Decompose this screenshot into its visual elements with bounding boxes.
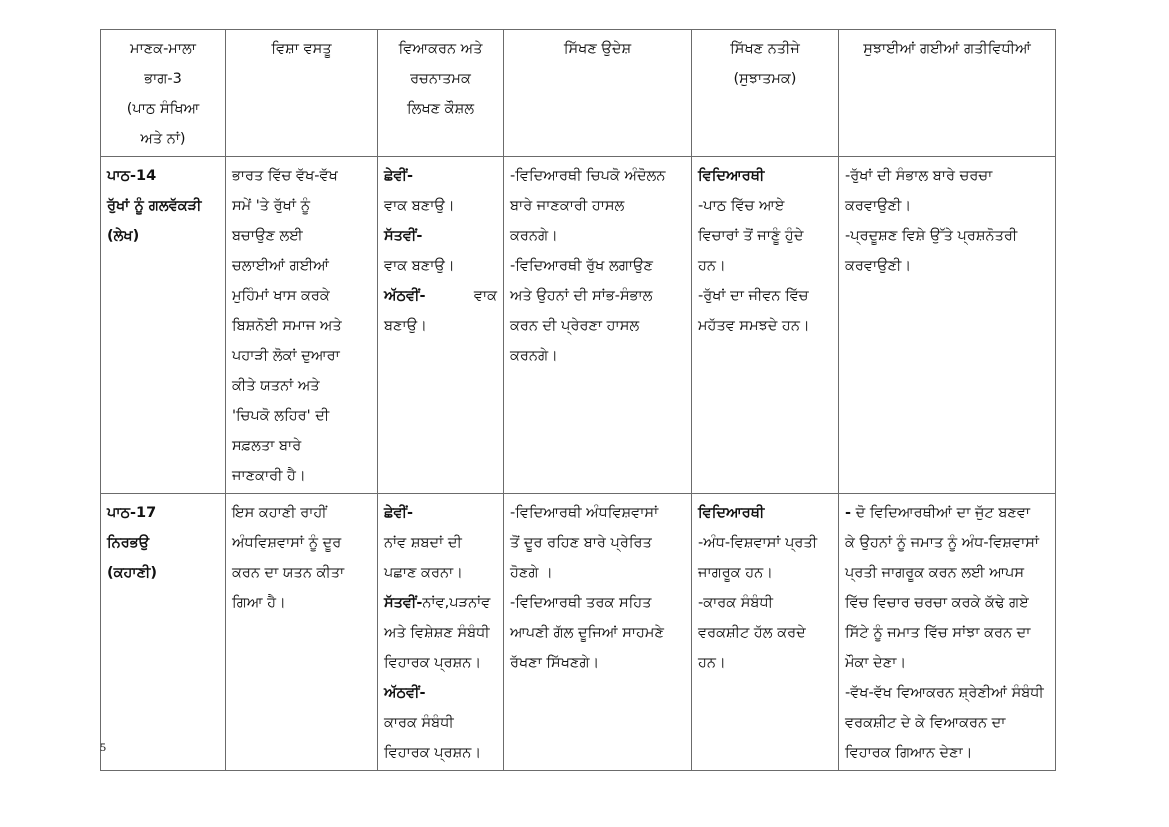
- header-book-lesson: [101, 30, 226, 157]
- cell-line: [384, 588, 497, 618]
- cell-line: ਬਣਾਉ।: [384, 318, 427, 334]
- class-8-label: ਅੱਠਵੀਂ-: [384, 685, 426, 701]
- objectives-cell: [504, 157, 692, 494]
- cell-line: -ਵੱਖ-ਵੱਖ ਵਿਆਕਰਨ ਸ਼੍ਰੇਣੀਆਂ ਸੰਬੰਧੀ: [845, 685, 1044, 701]
- table-row: [101, 494, 1056, 771]
- cell-line: ਵਾਕ ਬਣਾਉ।: [384, 198, 455, 214]
- cell-line: -ਕਾਰਕ ਸੰਬੰਧੀ: [698, 595, 773, 611]
- grammar-cell: [378, 494, 504, 771]
- cell-line: ਸਫ਼ਲਤਾ ਬਾਰੇ: [232, 438, 302, 454]
- header-text: ਸੁਝਾਈਆਂ ਗਈਆਂ ਗਤੀਵਿਧੀਆਂ: [863, 41, 1031, 57]
- content-cell: [226, 494, 378, 771]
- cell-line: ਅਤੇ ਵਿਸ਼ੇਸ਼ਣ ਸੰਬੰਧੀ: [384, 625, 490, 641]
- cell-line: ਹੋਣਗੇ ।: [510, 565, 553, 581]
- class-6-label: ਛੇਵੀਂ-: [384, 505, 413, 521]
- header-text: ਵਿਸ਼ਾ ਵਸਤੂ: [271, 41, 332, 57]
- activities-cell: [839, 157, 1056, 494]
- lesson-number: ਪਾਠ-17: [107, 505, 157, 521]
- cell-line: ਕੀਤੇ ਯਤਨਾਂ ਅਤੇ: [232, 378, 320, 394]
- cell-line: ਕਰਵਾਉਣੀ।: [845, 258, 912, 274]
- cell-line: ਅੰਧਵਿਸ਼ਵਾਸਾਂ ਨੂੰ ਦੂਰ: [232, 535, 342, 551]
- cell-line: ਬਿਸ਼ਨੋਈ ਸਮਾਜ ਅਤੇ: [232, 318, 342, 334]
- cell-line: ਕਰਨਗੇ।: [510, 228, 558, 244]
- cell-line: ਪ੍ਰਤੀ ਜਾਗਰੂਕ ਕਰਨ ਲਈ ਆਪਸ: [845, 565, 1024, 581]
- cell-line: ਕਰਨ ਦਾ ਯਤਨ ਕੀਤਾ: [232, 565, 345, 581]
- header-text: ਭਾਗ-3: [144, 71, 182, 87]
- objectives-cell: [504, 494, 692, 771]
- activities-cell: [839, 494, 1056, 771]
- cell-line: [845, 498, 1049, 528]
- cell-line: ਵਰਕਸ਼ੀਟ ਹੱਲ ਕਰਦੇ: [698, 625, 806, 641]
- lesson-genre: (ਕਹਾਣੀ): [107, 565, 157, 581]
- cell-line: ਨਾਂਵ ਸ਼ਬਦਾਂ ਦੀ: [384, 535, 462, 551]
- cell-line: ਕਰਵਾਉਣੀ।: [845, 198, 912, 214]
- cell-line: -ਰੁੱਖਾਂ ਦੀ ਸੰਭਾਲ ਬਾਰੇ ਚਰਚਾ: [845, 168, 993, 184]
- lesson-cell: [101, 157, 226, 494]
- cell-line: -ਵਿਦਿਆਰਥੀ ਅੰਧਵਿਸ਼ਵਾਸਾਂ: [510, 505, 659, 521]
- grammar-cell: [378, 157, 504, 494]
- cell-line: ਪਹਾੜੀ ਲੋਕਾਂ ਦੁਆਰਾ: [232, 348, 340, 364]
- cell-line: -ਅੰਧ-ਵਿਸ਼ਵਾਸਾਂ ਪ੍ਰਤੀ: [698, 535, 818, 551]
- header-text: (ਸੁਝਾਤਮਕ): [733, 71, 797, 87]
- header-text: ਮਾਣਕ-ਮਾਲਾ: [130, 41, 196, 57]
- cell-line: ਸਿੱਟੇ ਨੂੰ ਜਮਾਤ ਵਿੱਚ ਸਾਂਝਾ ਕਰਨ ਦਾ: [845, 625, 1031, 641]
- header-text: ਵਿਆਕਰਨ ਅਤੇ: [398, 41, 483, 57]
- cell-line: ਕਰਨਗੇ।: [510, 348, 558, 364]
- header-grammar-writing: [378, 30, 504, 157]
- lesson-plan-table: [100, 29, 1056, 771]
- cell-line: ਗਿਆ ਹੈ।: [232, 595, 286, 611]
- header-text: ਅਤੇ ਨਾਂ): [140, 131, 186, 147]
- outcomes-cell: [692, 494, 839, 771]
- class-8-label: ਅੱਠਵੀਂ-: [384, 288, 426, 304]
- cell-line: 'ਚਿਪਕੋ ਲਹਿਰ' ਦੀ: [232, 408, 330, 424]
- cell-line: ਮਹੱਤਵ ਸਮਝਦੇ ਹਨ।: [698, 318, 810, 334]
- cell-text: ਨਾਂਵ,ਪੜਨਾਂਵ: [422, 595, 491, 611]
- cell-line: ਇਸ ਕਹਾਣੀ ਰਾਹੀਂ: [232, 505, 327, 521]
- cell-text: ਦੋ ਵਿਦਿਆਰਥੀਆਂ ਦਾ ਜੁੱਟ ਬਣਵਾ: [851, 505, 1031, 521]
- header-text: ਰਚਨਾਤਮਕ: [410, 71, 471, 87]
- lesson-genre: (ਲੇਖ): [107, 228, 140, 244]
- cell-line: ਕਰਨ ਦੀ ਪ੍ਰੇਰਣਾ ਹਾਸਲ: [510, 318, 640, 334]
- cell-line: ਜਾਣਕਾਰੀ ਹੈ।: [232, 468, 306, 484]
- cell-line: ਹਨ।: [698, 655, 726, 671]
- cell-line: -ਰੁੱਖਾਂ ਦਾ ਜੀਵਨ ਵਿੱਚ: [698, 288, 809, 304]
- header-text: ਸਿੱਖਣ ਨਤੀਜੇ: [730, 41, 800, 57]
- cell-line: ਭਾਰਤ ਵਿੱਚ ਵੱਖ-ਵੱਖ: [232, 168, 338, 184]
- cell-line: ਸਮੇਂ 'ਤੇ ਰੁੱਖਾਂ ਨੂੰ: [232, 198, 311, 214]
- header-text: ਸਿੱਖਣ ਉਦੇਸ਼: [563, 41, 632, 57]
- outcomes-title: ਵਿਦਿਆਰਥੀ: [698, 168, 765, 184]
- cell-line: ਵਿਹਾਰਕ ਪ੍ਰਸ਼ਨ।: [384, 655, 482, 671]
- cell-line: [384, 281, 497, 311]
- outcomes-cell: [692, 157, 839, 494]
- cell-line: ਹਨ।: [698, 258, 726, 274]
- cell-line: -ਵਿਦਿਆਰਥੀ ਤਰਕ ਸਹਿਤ: [510, 595, 652, 611]
- class-7-label: ਸੱਤਵੀਂ-: [384, 595, 423, 611]
- cell-line: ਬਚਾਉਣ ਲਈ: [232, 228, 303, 244]
- cell-line: ਆਪਣੀ ਗੱਲ ਦੂਜਿਆਂ ਸਾਹਮਣੇ: [510, 625, 664, 641]
- bullet-dash: -: [845, 505, 852, 521]
- cell-line: -ਵਿਦਿਆਰਥੀ ਰੁੱਖ ਲਗਾਉਣ: [510, 258, 653, 274]
- cell-line: ਅਤੇ ਉਹਨਾਂ ਦੀ ਸਾਂਭ-ਸੰਭਾਲ: [510, 288, 653, 304]
- cell-line: ਬਾਰੇ ਜਾਣਕਾਰੀ ਹਾਸਲ: [510, 198, 625, 214]
- header-text: (ਪਾਠ ਸੰਖਿਆ: [126, 101, 200, 117]
- cell-line: ਮੌਕਾ ਦੇਣਾ।: [845, 655, 907, 671]
- header-suggested-activities: [839, 30, 1056, 157]
- header-subject-content: [226, 30, 378, 157]
- cell-line: ਚਲਾਈਆਂ ਗਈਆਂ: [232, 258, 329, 274]
- lesson-number: ਪਾਠ-14: [107, 168, 157, 184]
- cell-line: ਵਿੱਚ ਵਿਚਾਰ ਚਰਚਾ ਕਰਕੇ ਕੱਢੇ ਗਏ: [845, 595, 1029, 611]
- lesson-title: ਨਿਰਭਉ: [107, 535, 150, 551]
- class-6-label: ਛੇਵੀਂ-: [384, 168, 413, 184]
- cell-line: ਤੋਂ ਦੂਰ ਰਹਿਣ ਬਾਰੇ ਪ੍ਰੇਰਿਤ: [510, 535, 652, 551]
- cell-line: ਵਿਹਾਰਕ ਪ੍ਰਸ਼ਨ।: [384, 745, 482, 761]
- cell-line: ਜਾਗਰੂਕ ਹਨ।: [698, 565, 773, 581]
- cell-line: ਕਾਰਕ ਸੰਬੰਧੀ: [384, 715, 454, 731]
- table-header-row: [101, 30, 1056, 157]
- cell-line: ਵਰਕਸ਼ੀਟ ਦੇ ਕੇ ਵਿਆਕਰਨ ਦਾ: [845, 715, 1006, 731]
- outcomes-title: ਵਿਦਿਆਰਥੀ: [698, 505, 765, 521]
- cell-line: ਵਿਹਾਰਕ ਗਿਆਨ ਦੇਣਾ।: [845, 745, 973, 761]
- lesson-cell: [101, 494, 226, 771]
- cell-line: -ਪ੍ਰਦੂਸ਼ਣ ਵਿਸ਼ੇ ਉੱਤੇ ਪ੍ਰਸ਼ਨੋਤਰੀ: [845, 228, 1018, 244]
- content-cell: [226, 157, 378, 494]
- header-learning-objectives: [504, 30, 692, 157]
- cell-line: ਪਛਾਣ ਕਰਨਾ।: [384, 565, 463, 581]
- cell-line: ਵਿਚਾਰਾਂ ਤੋਂ ਜਾਣੂੰ ਹੁੰਦੇ: [698, 228, 804, 244]
- cell-line: -ਵਿਦਿਆਰਥੀ ਚਿਪਕੋ ਅੰਦੋਲਨ: [510, 168, 666, 184]
- header-learning-outcomes: [692, 30, 839, 157]
- cell-line: ਰੱਖਣਾ ਸਿੱਖਣਗੇ।: [510, 655, 600, 671]
- table-row: [101, 157, 1056, 494]
- cell-line: ਮੁਹਿੰਮਾਂ ਖਾਸ ਕਰਕੇ: [232, 288, 330, 304]
- cell-line: ਵਾਕ ਬਣਾਉ।: [384, 258, 455, 274]
- page-number: 5: [100, 740, 106, 754]
- lesson-title: ਰੁੱਖਾਂ ਨੂੰ ਗਲਵੱਕੜੀ: [107, 198, 202, 214]
- cell-line: ਕੇ ਉਹਨਾਂ ਨੂੰ ਜਮਾਤ ਨੂੰ ਅੰਧ-ਵਿਸ਼ਵਾਸਾਂ: [845, 535, 1039, 551]
- class-7-label: ਸੱਤਵੀਂ-: [384, 228, 423, 244]
- header-text: ਲਿਖਣ ਕੌਸ਼ਲ: [406, 101, 475, 117]
- cell-text: ਵਾਕ: [473, 288, 497, 304]
- cell-line: -ਪਾਠ ਵਿੱਚ ਆਏ: [698, 198, 785, 214]
